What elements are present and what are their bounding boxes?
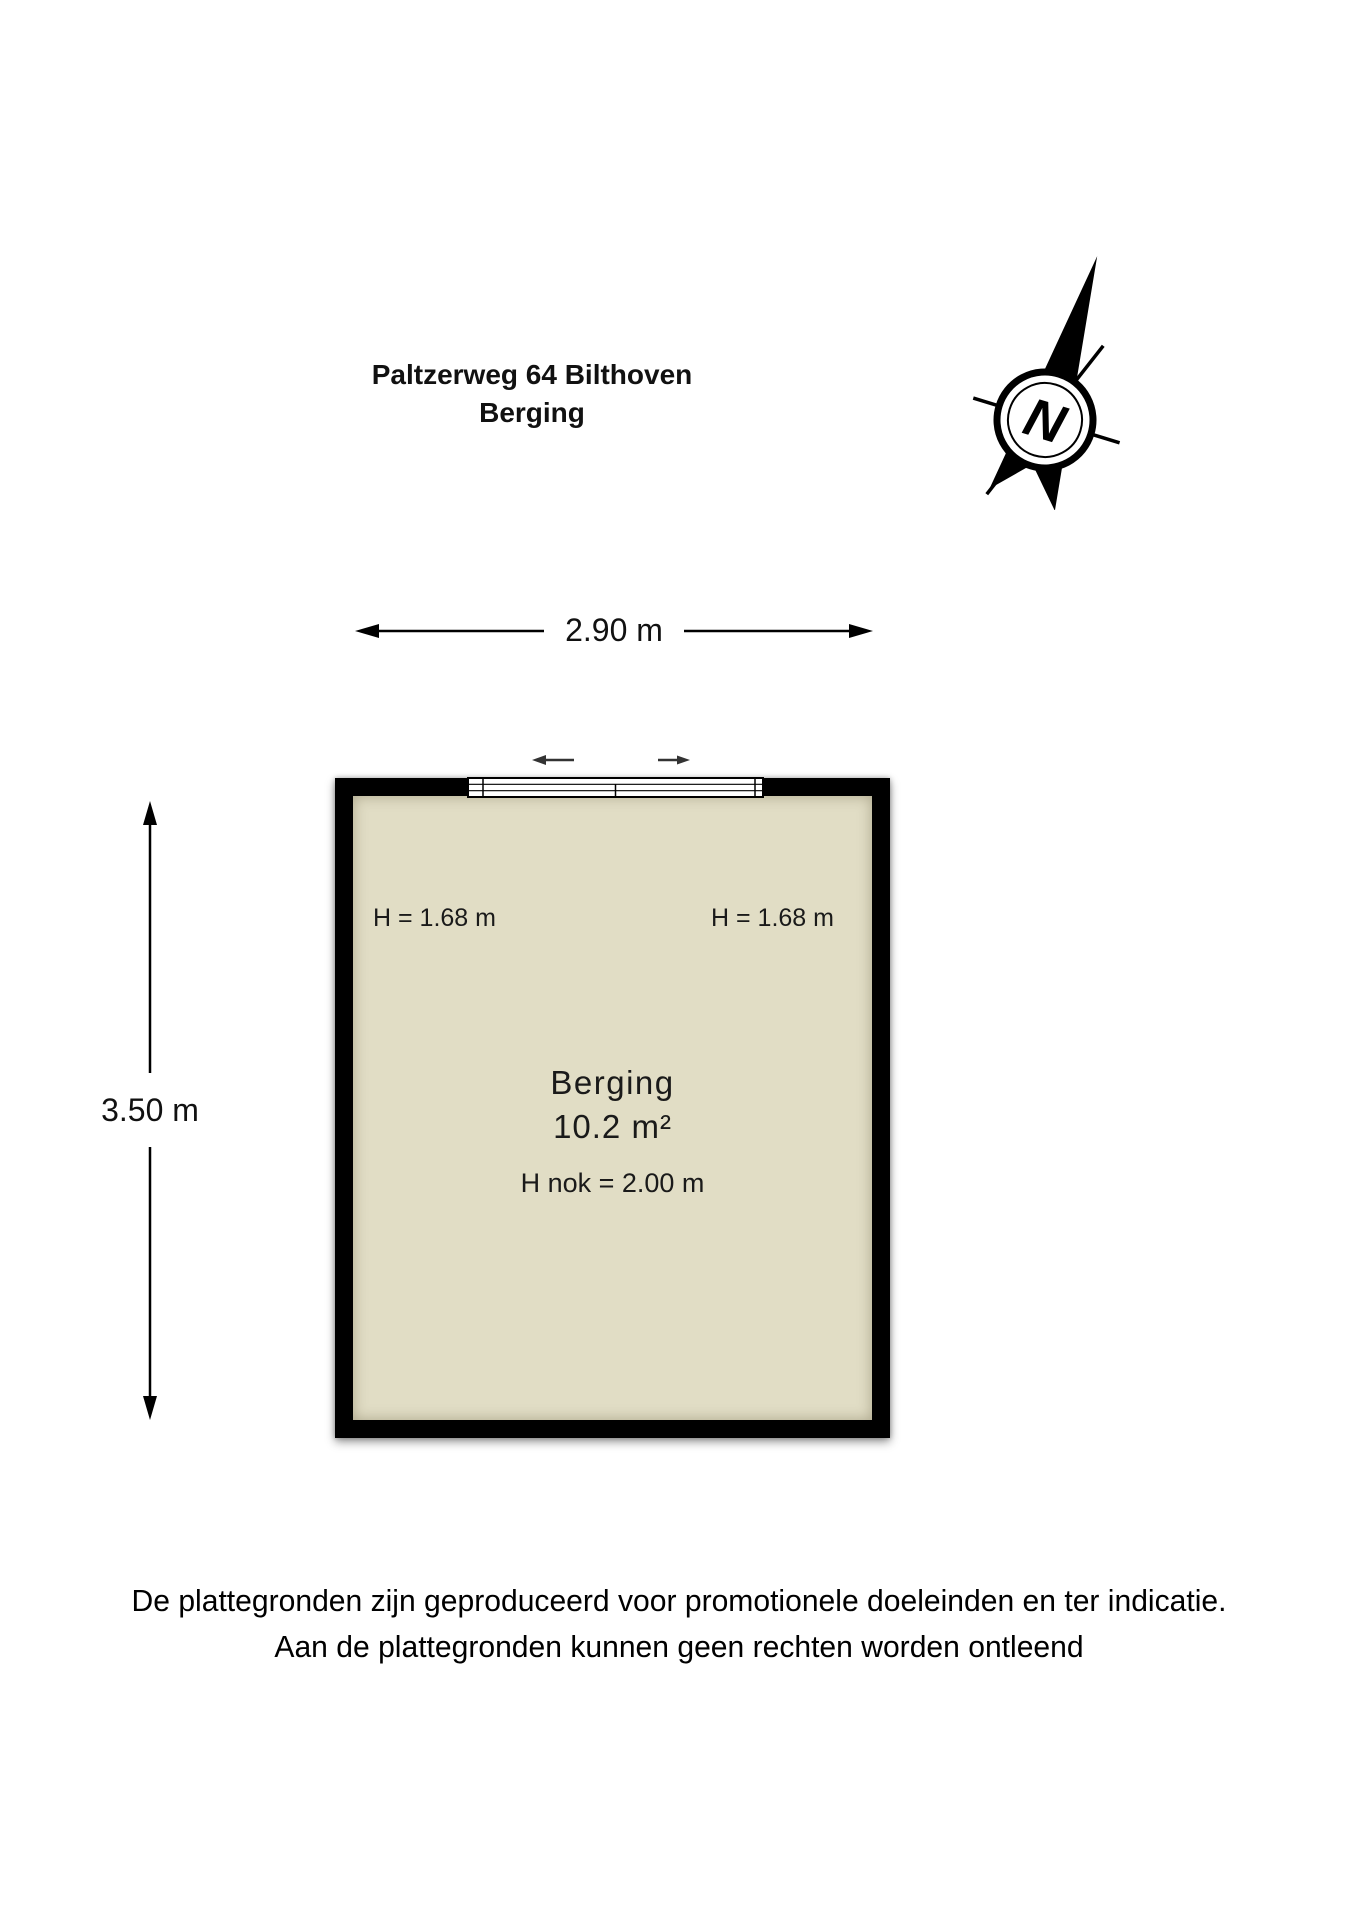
compass-north-label: N — [1017, 386, 1073, 456]
disclaimer-line-2: Aan de plattegronden kunnen geen rechten worden ontleend — [274, 1629, 1084, 1664]
page-title — [332, 356, 732, 432]
disclaimer-line-1: De plattegronden zijn geproduceerd voor promotionele doeleinden en ter indicatie. — [131, 1583, 1227, 1618]
height-dimension-label: 3.50 m — [80, 1092, 220, 1129]
room-area-label: 10.2 m² — [553, 1108, 672, 1145]
room-outline — [335, 778, 890, 1438]
room-height-left-label: H = 1.68 m — [373, 904, 496, 932]
title-address: Paltzerweg 64 Bilthoven — [371, 359, 693, 390]
arrowhead-left — [355, 624, 379, 638]
arrowhead-down — [143, 1396, 157, 1420]
arrowhead-right — [849, 624, 873, 638]
title-floor: Berging — [479, 397, 585, 428]
slide-right-icon — [658, 756, 690, 765]
door-slide-arrows — [530, 750, 710, 770]
room-floor — [353, 796, 872, 1420]
room-ridge-height-label: H nok = 2.00 m — [520, 1168, 705, 1198]
sliding-door — [462, 775, 772, 803]
room-height-right-label: H = 1.68 m — [711, 904, 834, 932]
arrowhead-up — [143, 801, 157, 825]
compass-north-icon — [945, 210, 1145, 510]
width-dimension-label: 2.90 m — [544, 612, 684, 649]
disclaimer — [20, 1578, 1337, 1670]
room-name-label: Berging — [550, 1064, 675, 1101]
slide-left-icon — [532, 755, 574, 765]
